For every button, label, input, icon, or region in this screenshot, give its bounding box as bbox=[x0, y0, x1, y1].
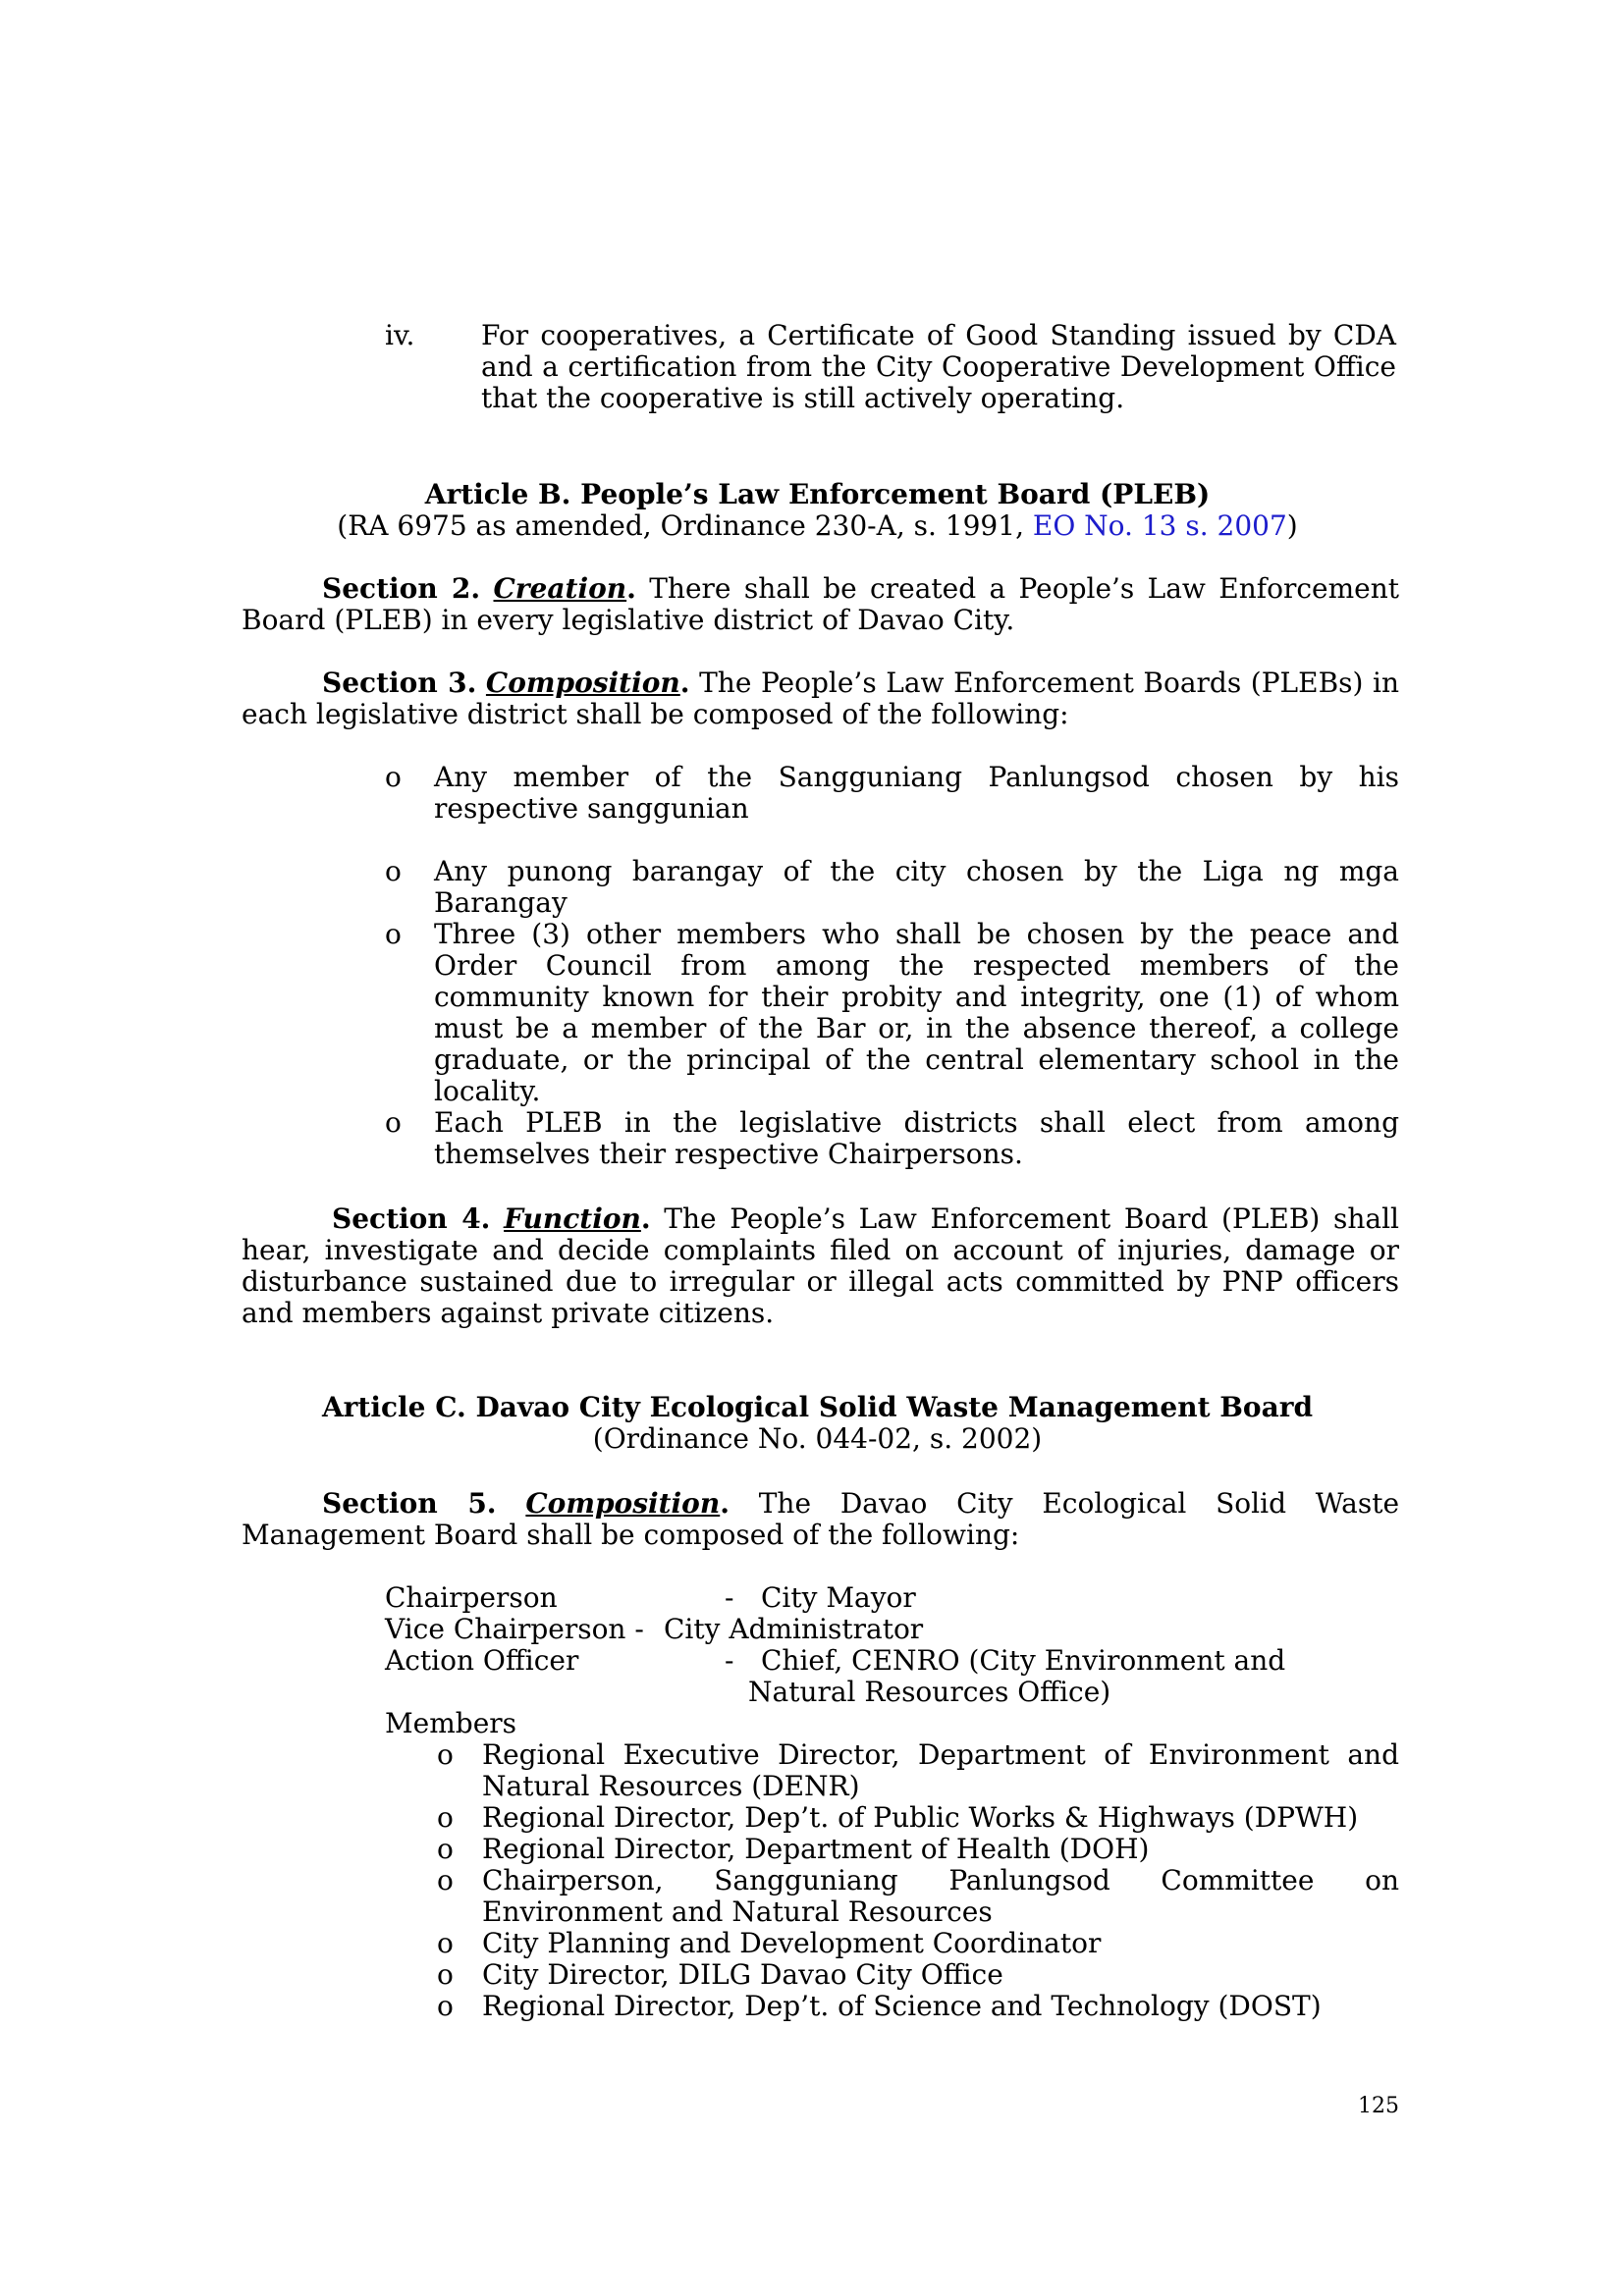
action-officer-dash: - bbox=[725, 1644, 734, 1677]
action-officer-label: Action Officer bbox=[385, 1644, 579, 1677]
section-2-label: Section 2. bbox=[322, 572, 481, 605]
article-c-reference: (Ordinance No. 044-02, s. 2002) bbox=[592, 1422, 1043, 1455]
pleb-member-list-2 bbox=[385, 856, 1399, 919]
bullet-marker: o bbox=[437, 1738, 454, 1771]
vice-chairperson-value: City Administrator bbox=[664, 1613, 924, 1645]
bullet-marker: o bbox=[437, 1864, 454, 1896]
section-2-text: There shall be created a People’s Law Enforcement Board (PLEB) in every legislative district of Davao City. bbox=[242, 572, 1400, 636]
section-5-label: Section 5. bbox=[322, 1487, 497, 1520]
bullet-marker: o bbox=[437, 1958, 454, 1991]
bullet-marker: o bbox=[385, 918, 402, 950]
section-3-text: The People’s Law Enforcement Boards (PLEBs) in each legislative district shall be composed of the following: bbox=[242, 667, 1399, 730]
list-item-text: Each PLEB in the legislative districts shall elect from among themselves their respective Chairpersons. bbox=[434, 1106, 1399, 1170]
section-3-term: Composition bbox=[485, 667, 680, 699]
section-4-text: The People’s Law Enforcement Board (PLEB) shall hear, investigate and decide complaints filed on account of injuries, damage or disturbance sustained due to irregular or illegal acts committed by PNP officers and members against private citizens. bbox=[242, 1202, 1399, 1329]
article-b-reference bbox=[236, 510, 1399, 542]
article-c-title: Article C. Davao City Ecological Solid Waste Management Board bbox=[321, 1391, 1314, 1423]
requirement-item-iv bbox=[385, 320, 1396, 414]
list-item-text: City Planning and Development Coordinator bbox=[482, 1927, 1102, 1959]
list-item bbox=[437, 1928, 1399, 1959]
list-item bbox=[385, 919, 1399, 1107]
list-item bbox=[437, 1959, 1399, 1991]
requirement-item-text: For cooperatives, a Certificate of Good Standing issued by CDA and a certification from the City Cooperative Development Office that the cooperative is still actively operating. bbox=[481, 319, 1396, 414]
section-2-creation bbox=[242, 573, 1399, 636]
section-3-term-period: . bbox=[679, 667, 690, 699]
list-item bbox=[385, 856, 1399, 919]
bullet-marker: o bbox=[385, 1106, 402, 1139]
members-label: Members bbox=[385, 1707, 517, 1739]
page-number: 125 bbox=[1358, 2094, 1399, 2118]
list-item bbox=[385, 762, 1399, 825]
pleb-member-list-4 bbox=[385, 1107, 1399, 1170]
chairperson-dash: - bbox=[725, 1581, 734, 1614]
list-item bbox=[437, 1739, 1399, 1802]
bullet-marker: o bbox=[437, 1990, 454, 2022]
section-5-text: The Davao City Ecological Solid Waste Management Board shall be composed of the following: bbox=[242, 1487, 1400, 1551]
list-item bbox=[437, 1865, 1399, 1928]
list-item-text: Any member of the Sangguniang Panlungsod chosen by his respective sanggunian bbox=[434, 761, 1399, 825]
section-3-composition bbox=[242, 667, 1399, 730]
board-member-list bbox=[437, 1739, 1399, 2022]
section-4-function bbox=[242, 1203, 1399, 1329]
list-item bbox=[437, 1802, 1399, 1834]
action-officer-value: Chief, CENRO (City Environment and bbox=[761, 1644, 1286, 1677]
list-item-text: Chairperson, Sangguniang Panlungsod Committee on Environment and Natural Resources bbox=[482, 1864, 1399, 1928]
list-item-text: Regional Director, Dep’t. of Science and Technology (DOST) bbox=[482, 1990, 1322, 2022]
chairperson-label: Chairperson bbox=[385, 1581, 558, 1614]
bullet-marker: o bbox=[437, 1927, 454, 1959]
article-b-title: Article B. People’s Law Enforcement Board (PLEB) bbox=[424, 478, 1211, 510]
chairperson-value: City Mayor bbox=[761, 1581, 916, 1614]
section-2-term-period: . bbox=[626, 572, 636, 605]
list-item-text: Regional Director, Department of Health (DOH) bbox=[482, 1833, 1150, 1865]
section-4-term: Function bbox=[504, 1202, 641, 1235]
pleb-member-list-3 bbox=[385, 919, 1399, 1107]
article-b-reference-open: (RA 6975 as amended, Ordinance 230-A, s. 1991, bbox=[337, 509, 1033, 542]
pleb-member-list-1 bbox=[385, 762, 1399, 825]
list-item-text: Regional Executive Director, Department of Environment and Natural Resources (DENR) bbox=[482, 1738, 1399, 1802]
list-item bbox=[385, 1107, 1399, 1170]
bullet-marker: o bbox=[385, 855, 402, 887]
list-item bbox=[437, 1834, 1399, 1865]
section-2-term: Creation bbox=[493, 572, 627, 605]
list-item-text: Regional Director, Dep’t. of Public Works & Highways (DPWH) bbox=[482, 1801, 1359, 1834]
action-officer-value-continued: Natural Resources Office) bbox=[748, 1676, 1111, 1708]
bullet-marker: o bbox=[437, 1801, 454, 1834]
section-5-term: Composition bbox=[525, 1487, 721, 1520]
bullet-marker: o bbox=[385, 761, 402, 793]
eo-13-link[interactable]: EO No. 13 s. 2007 bbox=[1032, 509, 1287, 542]
section-5-composition bbox=[242, 1488, 1399, 1551]
section-4-label: Section 4. bbox=[332, 1202, 491, 1235]
section-5-term-period: . bbox=[720, 1487, 730, 1520]
list-item-text: Any punong barangay of the city chosen by the Liga ng mga Barangay bbox=[434, 855, 1399, 919]
list-item-text: City Director, DILG Davao City Office bbox=[482, 1958, 1003, 1991]
roman-numeral-marker: iv. bbox=[385, 319, 415, 351]
section-4-term-period: . bbox=[640, 1202, 651, 1235]
section-3-label: Section 3. bbox=[322, 667, 477, 699]
list-item bbox=[437, 1991, 1399, 2022]
vice-chairperson-label: Vice Chairperson - bbox=[385, 1613, 644, 1645]
list-item-text: Three (3) other members who shall be chosen by the peace and Order Council from among the respected members of the community known for their probity and integrity, one (1) of whom must be a member of the Bar or, in the absence thereof, a college graduate, or the principal of the central elementary school in the locality. bbox=[434, 918, 1399, 1107]
article-b-reference-close: ) bbox=[1286, 509, 1298, 542]
bullet-marker: o bbox=[437, 1833, 454, 1865]
